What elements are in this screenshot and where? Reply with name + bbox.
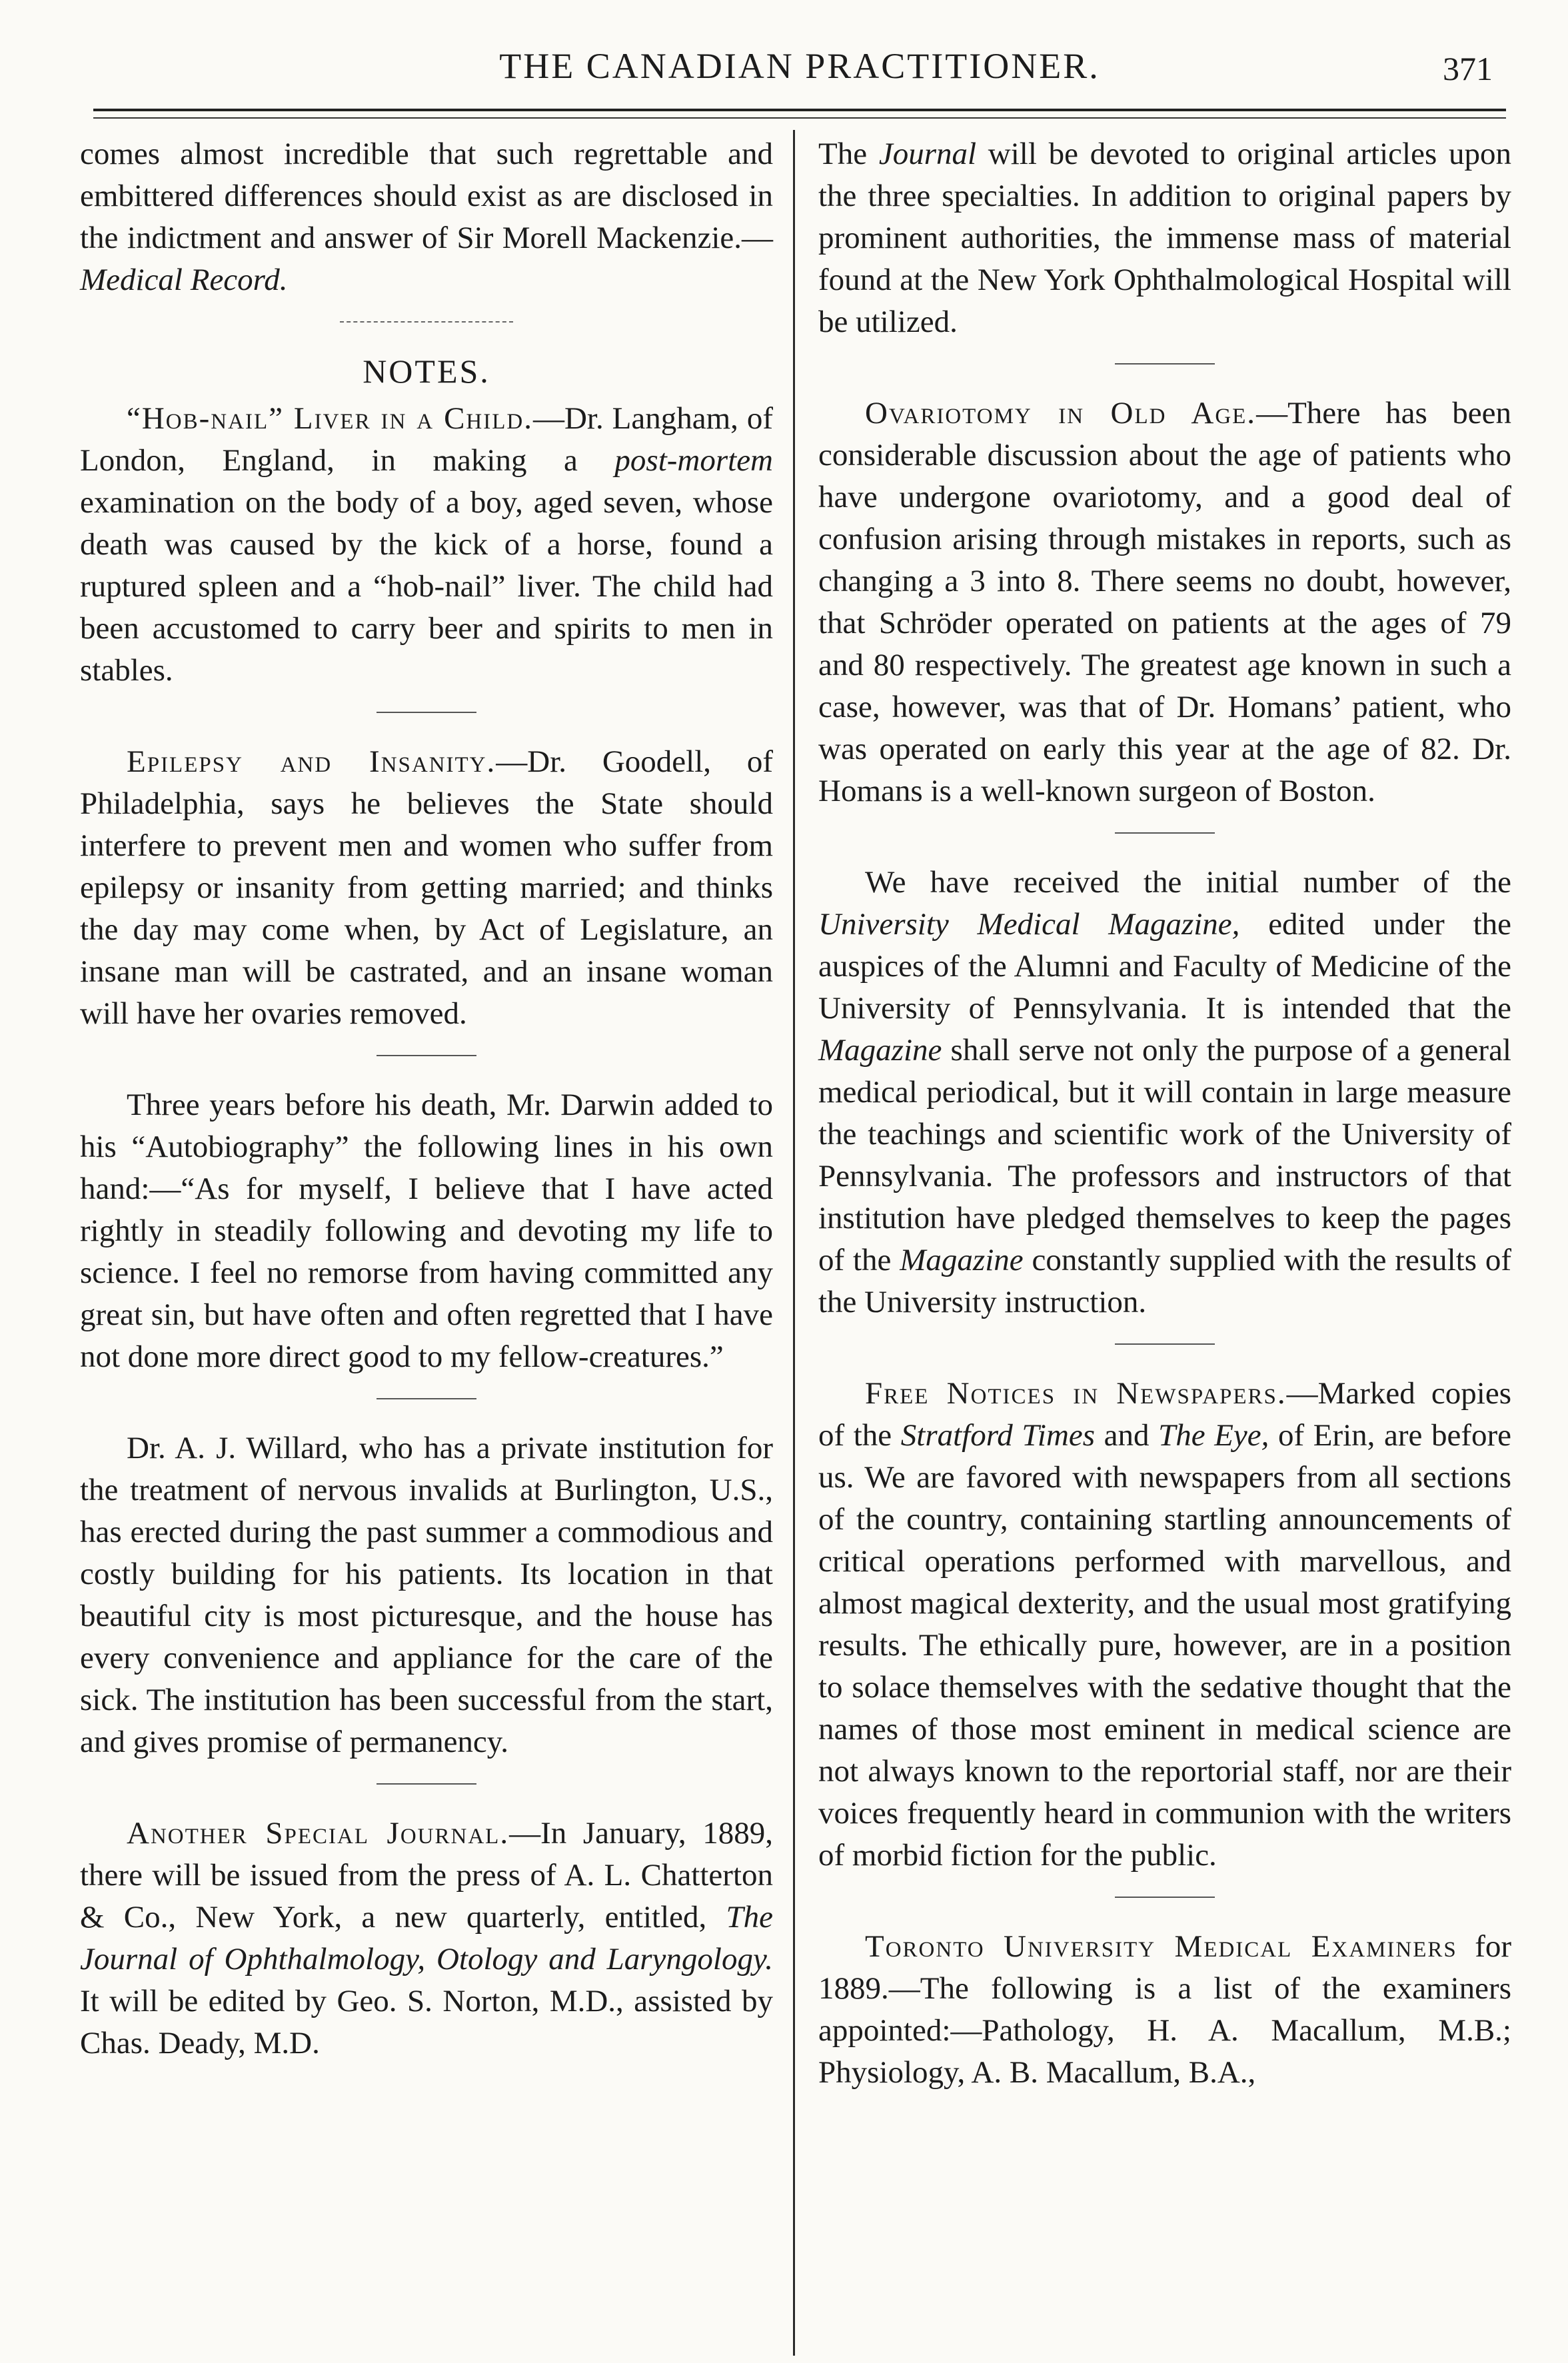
- hobnail-lead: “Hob-nail” Liver in a Child.: [127, 401, 533, 436]
- special-journal-lead: Another Special Journal.: [127, 1816, 510, 1851]
- header-rule: [93, 109, 1506, 111]
- journal-name-italic: The Journal of Ophthalmology, Otology and Laryngology.: [80, 1900, 773, 1976]
- section-separator: [1115, 832, 1215, 834]
- section-separator: [377, 1783, 476, 1785]
- magazine-italic-c: Magazine: [900, 1243, 1024, 1277]
- section-separator: [377, 712, 476, 713]
- epilepsy-text: —Dr. Goodell, of Philadelphia, says he believes the State should interfere to prevent men and women who suffer from epilepsy or insanity from getting married; and thinks the day may come when, by Act of Legislature, an insane man will be castrated, and an insane woman will have her ovaries removed.: [80, 744, 773, 1031]
- magazine-title-italic: University Medical Magazine,: [818, 907, 1240, 942]
- special-journal-text-end: It will be edited by Geo. S. Norton, M.D., assisted by Chas. Deady, M.D.: [80, 1984, 773, 2060]
- free-notices-paragraph: [818, 1373, 1511, 1877]
- free-notices-text: —Marked copies of the: [818, 1376, 1512, 1453]
- willard-paragraph: Dr. A. J. Willard, who has a private institution for the treatment of nervous invalids at Burlington, U.S., has erected during the past summer a commodious and costly building for his patients. Its location in that beautiful city is most picturesque, and the house has every convenience and appliance for the care of the sick. The institution has been successful from the start, and gives promise of permanency.: [80, 1431, 773, 1759]
- toronto-text: for 1889.—The following is a list of the examiners appointed:—Pathology, H. A. Macallum, M.B.; Physiology, A. B. Macallum, B.A.,: [818, 1929, 1511, 2090]
- magazine-paragraph: [818, 862, 1511, 1323]
- opening-text: comes almost incredible that such regrettable and embittered differences should exist as are disclosed in the indictment and answer of Sir Morell Mackenzie.—: [80, 137, 773, 255]
- journal-cont-italic: Journal: [878, 137, 977, 171]
- special-journal-paragraph: [80, 1813, 773, 2064]
- darwin-paragraph: Three years before his death, Mr. Darwin added to his “Autobiography” the following lines in his own hand:—“As for myself, I believe that I have acted rightly in steadily following and devoting my life to science. I feel no remorse from having committed any great sin, but have often and often regretted that I have not done more direct good to my fellow-creatures.”: [80, 1088, 773, 1374]
- section-separator: [1115, 1897, 1215, 1898]
- ovariotomy-text: —There has been considerable discussion about the age of patients who have undergone ovariotomy, and a good deal of confusion arising through mistakes in reports, such as changing a 3 into 8. There seems no doubt, however, that Schröder operated on patients at the ages of 79 and 80 respectively. The greatest age known in such a case, however, was that of Dr. Homans’ patient, who was operated on early this year at the age of 82. Dr. Homans is a well-known surgeon of Boston.: [818, 396, 1511, 808]
- newspaper-name-italic: Stratford Times: [900, 1418, 1096, 1453]
- opening-paragraph: [80, 133, 773, 301]
- magazine-italic-b: Magazine: [818, 1033, 942, 1068]
- newspaper-name-italic-b: The Eye,: [1158, 1418, 1269, 1453]
- header-rule-thin: [93, 117, 1506, 119]
- journal-continued-paragraph: [818, 133, 1511, 343]
- hobnail-italic: post-mortem: [614, 443, 773, 478]
- special-journal-text: —In January, 1889, there will be issued from the press of A. L. Chatterton & Co., New York, a new quarterly, entitled,: [80, 1816, 774, 1935]
- free-notices-lead: Free Notices in Newspapers.: [865, 1376, 1287, 1411]
- column-divider: [793, 130, 795, 2356]
- running-head: [93, 32, 1506, 105]
- section-separator: [377, 1398, 476, 1399]
- toronto-lead: Toronto University Medical Examiners: [865, 1929, 1457, 1964]
- section-separator: [340, 321, 513, 323]
- free-notices-text-b: and: [1095, 1418, 1159, 1453]
- hobnail-text: —Dr. Langham, of London, England, in making a: [80, 401, 773, 478]
- left-column: [80, 133, 773, 2084]
- epilepsy-lead: Epilepsy and Insanity.: [127, 744, 496, 779]
- journal-cont-text-end: will be devoted to original articles upon the three specialties. In addition to original papers by prominent authorities, the immense mass of material found at the New York Ophthalmological Hospital will be utilized.: [818, 137, 1511, 339]
- magazine-text-c: shall serve not only the purpose of a general medical periodical, but it will contain in large measure the teachings and scientific work of the University of Pennsylvania. The professors and instructors of that institution have pledged themselves to keep the pages of the: [818, 1033, 1511, 1277]
- source-citation: Medical Record.: [80, 263, 288, 297]
- page-number: 371: [1443, 50, 1493, 87]
- ovariotomy-paragraph: [818, 393, 1511, 812]
- section-separator: [377, 1055, 476, 1056]
- right-column: [818, 133, 1511, 2114]
- magazine-text-d: constantly supplied with the results of the University instruction.: [818, 1243, 1511, 1319]
- section-separator: [1115, 1343, 1215, 1345]
- notes-heading: NOTES.: [363, 353, 490, 390]
- journal-title: THE CANADIAN PRACTITIONER.: [499, 46, 1100, 86]
- hobnail-paragraph: [80, 398, 773, 692]
- journal-cont-text: The: [818, 137, 879, 171]
- ovariotomy-lead: Ovariotomy in Old Age.: [865, 396, 1257, 430]
- toronto-paragraph: [818, 1926, 1511, 2094]
- epilepsy-paragraph: [80, 741, 773, 1035]
- magazine-text: We have received the initial number of the: [865, 865, 1511, 900]
- section-separator: [1115, 363, 1215, 365]
- hobnail-text-end: examination on the body of a boy, aged seven, whose death was caused by the kick of a horse, found a ruptured spleen and a “hob-nail” liver. The child had been accustomed to carry beer and spirits to men in stables.: [80, 485, 773, 688]
- free-notices-text-c: of Erin, are before us. We are favored with newspapers from all sections of the country, containing startling announcements of critical operations performed with marvellous, and almost magical dexterity, and the usual most gratifying results. The ethically pure, however, are in a position to solace themselves with the sedative thought that the names of those most eminent in medical science are not always known to the reportorial staff, nor are their voices frequently heard in communion with the writers of morbid fiction for the public.: [818, 1418, 1511, 1873]
- magazine-text-b: edited under the auspices of the Alumni and Faculty of Medicine of the University of Pennsylvania. It is intended that the: [818, 907, 1511, 1026]
